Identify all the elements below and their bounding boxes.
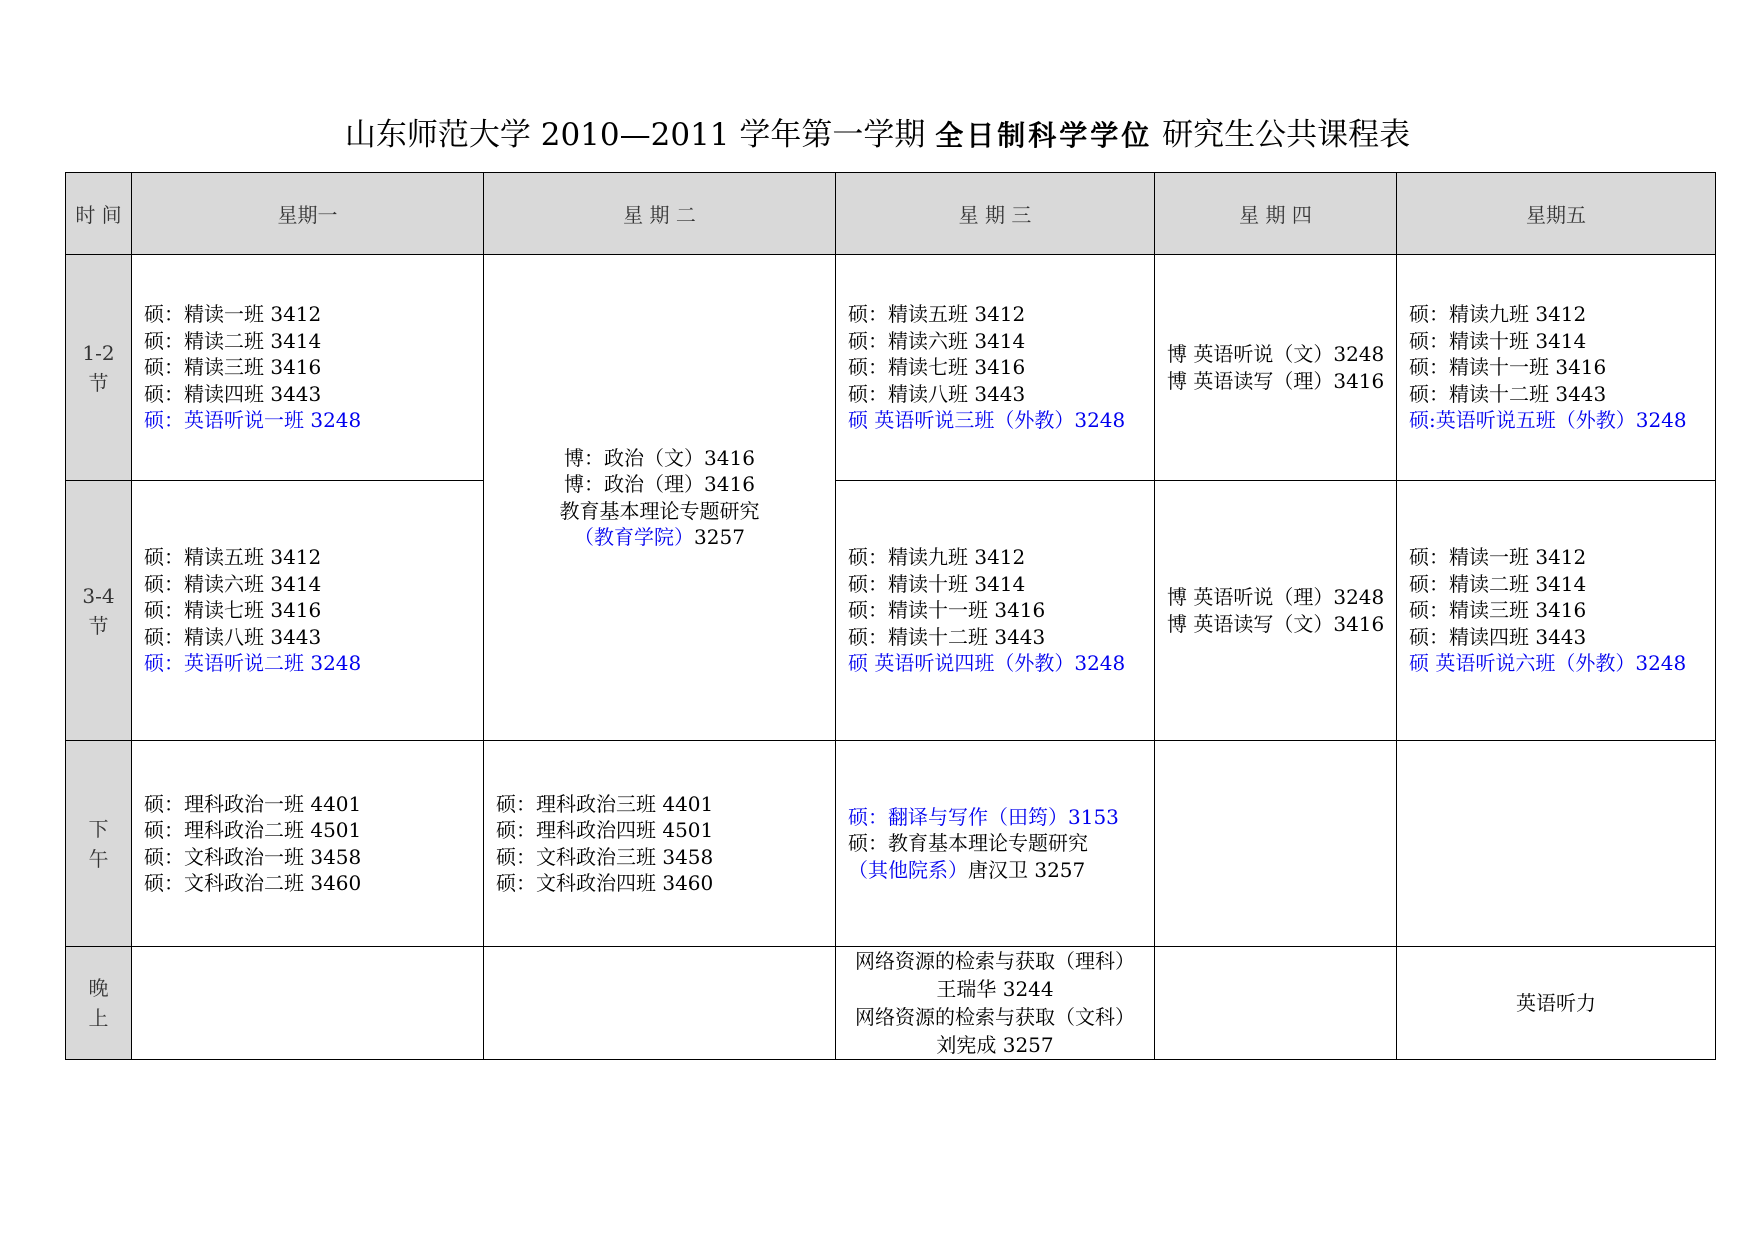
course-entry: 硕：精读二班 3414 <box>144 328 322 353</box>
course-entry: 博 英语读写（文）3416 <box>1167 611 1385 636</box>
mon-period-3-4 <box>132 481 484 741</box>
thu-evening <box>1155 947 1397 1060</box>
title-part-2: 全日制科学学位 <box>935 119 1153 152</box>
wed-period-3-4 <box>836 481 1155 741</box>
header-time: 时 间 <box>66 173 132 255</box>
slot-label: 下 <box>88 816 109 841</box>
slot-afternoon <box>66 741 132 947</box>
table-row <box>66 741 1716 947</box>
course-entry: 硕：精读六班 3414 <box>848 328 1026 353</box>
course-dept: （其他院系） <box>848 857 968 882</box>
course-entry: 硕 英语听说三班（外教）3248 <box>848 408 1126 433</box>
tue-afternoon <box>484 741 836 947</box>
thu-period-3-4 <box>1155 481 1397 741</box>
mon-evening <box>132 947 484 1060</box>
fri-evening <box>1397 947 1716 1060</box>
course-entry: 硕：精读十一班 3416 <box>848 598 1046 623</box>
slot-3-4 <box>66 481 132 741</box>
slot-label: 节 <box>88 613 109 638</box>
table-row <box>66 255 1716 481</box>
wed-afternoon <box>836 741 1155 947</box>
slot-1-2 <box>66 255 132 481</box>
tue-morning <box>484 255 836 741</box>
course-entry: 硕：精读一班 3412 <box>144 302 322 327</box>
course-entry: 硕 英语听说六班（外教）3248 <box>1409 651 1687 676</box>
course-entry: 博：政治（文）3416 <box>564 445 755 470</box>
course-entry: 硕：精读四班 3443 <box>144 381 322 406</box>
fri-period-1-2 <box>1397 255 1716 481</box>
schedule-table <box>65 172 1716 1060</box>
fri-period-3-4 <box>1397 481 1716 741</box>
table-row <box>66 481 1716 741</box>
course-entry: 硕：文科政治三班 3458 <box>496 844 714 869</box>
course-entry: 硕：翻译与写作（田筠）3153 <box>848 804 1119 829</box>
course-entry: 博：政治（理）3416 <box>564 472 755 496</box>
header-tuesday: 星 期 二 <box>484 173 836 255</box>
course-entry: 硕：精读一班 3412 <box>1409 545 1587 570</box>
header-monday: 星期一 <box>132 173 484 255</box>
slot-label: 晚 <box>88 976 109 1000</box>
course-entry: 硕：精读九班 3412 <box>848 545 1026 570</box>
course-entry: 博 英语读写（理）3416 <box>1167 368 1385 393</box>
table-row <box>66 947 1716 1060</box>
slot-label: 上 <box>88 1006 109 1030</box>
course-entry: 硕：精读十一班 3416 <box>1409 355 1607 380</box>
course-entry: 硕：精读六班 3414 <box>144 571 322 596</box>
course-entry: 网络资源的检索与获取（理科） <box>855 949 1135 973</box>
course-entry: 硕：精读五班 3412 <box>144 545 322 570</box>
course-entry: 硕 英语听说四班（外教）3248 <box>848 651 1126 676</box>
tue-evening <box>484 947 836 1060</box>
header-wednesday: 星 期 三 <box>836 173 1155 255</box>
course-entry: 硕：文科政治一班 3458 <box>144 844 362 869</box>
mon-afternoon <box>132 741 484 947</box>
course-entry: 王瑞华 3244 <box>936 977 1054 1001</box>
thu-afternoon <box>1155 741 1397 947</box>
page-title <box>0 112 1755 159</box>
course-entry: 教育基本理论专题研究 <box>559 498 760 523</box>
course-teacher: 唐汉卫 3257 <box>968 857 1086 882</box>
course-entry: 刘宪成 3257 <box>936 1033 1054 1057</box>
slot-label: 1-2 <box>82 340 115 365</box>
header-row <box>66 173 1716 255</box>
header-friday: 星期五 <box>1397 173 1716 255</box>
course-entry: 英语听力 <box>1516 990 1596 1015</box>
slot-label: 午 <box>88 846 109 871</box>
course-entry: 硕：精读八班 3443 <box>848 381 1026 406</box>
mon-period-1-2 <box>132 255 484 481</box>
course-entry: 硕：理科政治四班 4501 <box>496 818 714 842</box>
course-entry: 博 英语听说（文）3248 <box>1167 342 1385 366</box>
course-entry: 硕：文科政治二班 3460 <box>144 871 362 895</box>
course-entry: 硕：精读十班 3414 <box>848 571 1026 596</box>
slot-label: 3-4 <box>82 583 115 608</box>
course-entry: 硕：理科政治三班 4401 <box>496 791 714 816</box>
course-entry: 硕：精读十二班 3443 <box>848 624 1046 649</box>
title-part-3: 研究生公共课程表 <box>1162 117 1411 153</box>
wed-evening <box>836 947 1155 1060</box>
course-entry: 硕：理科政治一班 4401 <box>144 791 362 816</box>
course-entry: 网络资源的检索与获取（文科） <box>855 1005 1135 1029</box>
thu-period-1-2 <box>1155 255 1397 481</box>
course-entry: 硕：精读九班 3412 <box>1409 302 1587 327</box>
course-entry: 硕：精读二班 3414 <box>1409 571 1587 596</box>
course-entry: 硕：精读七班 3416 <box>848 355 1026 380</box>
course-entry: 硕：精读七班 3416 <box>144 598 322 623</box>
course-entry: 硕:英语听说五班（外教）3248 <box>1409 408 1687 433</box>
course-dept: （教育学院） <box>574 525 695 549</box>
wed-period-1-2 <box>836 255 1155 481</box>
course-entry: 硕：精读三班 3416 <box>144 355 322 380</box>
course-entry: 硕：英语听说一班 3248 <box>144 408 362 433</box>
slot-label: 节 <box>88 370 109 395</box>
course-entry: 博 英语听说（理）3248 <box>1167 585 1385 609</box>
course-entry: 硕：精读四班 3443 <box>1409 624 1587 649</box>
course-entry: 硕：精读八班 3443 <box>144 624 322 649</box>
slot-evening <box>66 947 132 1060</box>
fri-afternoon <box>1397 741 1716 947</box>
course-entry: 硕：理科政治二班 4501 <box>144 818 362 842</box>
course-entry: 硕：精读三班 3416 <box>1409 598 1587 623</box>
course-entry: 硕：精读十二班 3443 <box>1409 381 1607 406</box>
header-thursday: 星 期 四 <box>1155 173 1397 255</box>
course-entry: 硕：英语听说二班 3248 <box>144 651 362 676</box>
course-entry: 硕：文科政治四班 3460 <box>496 871 714 895</box>
course-entry: 硕：精读十班 3414 <box>1409 328 1587 353</box>
course-entry: 硕：教育基本理论专题研究 <box>848 831 1088 856</box>
title-part-1: 山东师范大学 2010—2011 学年第一学期 <box>344 117 926 153</box>
course-room: 3257 <box>694 525 745 549</box>
course-entry: 硕：精读五班 3412 <box>848 302 1026 327</box>
